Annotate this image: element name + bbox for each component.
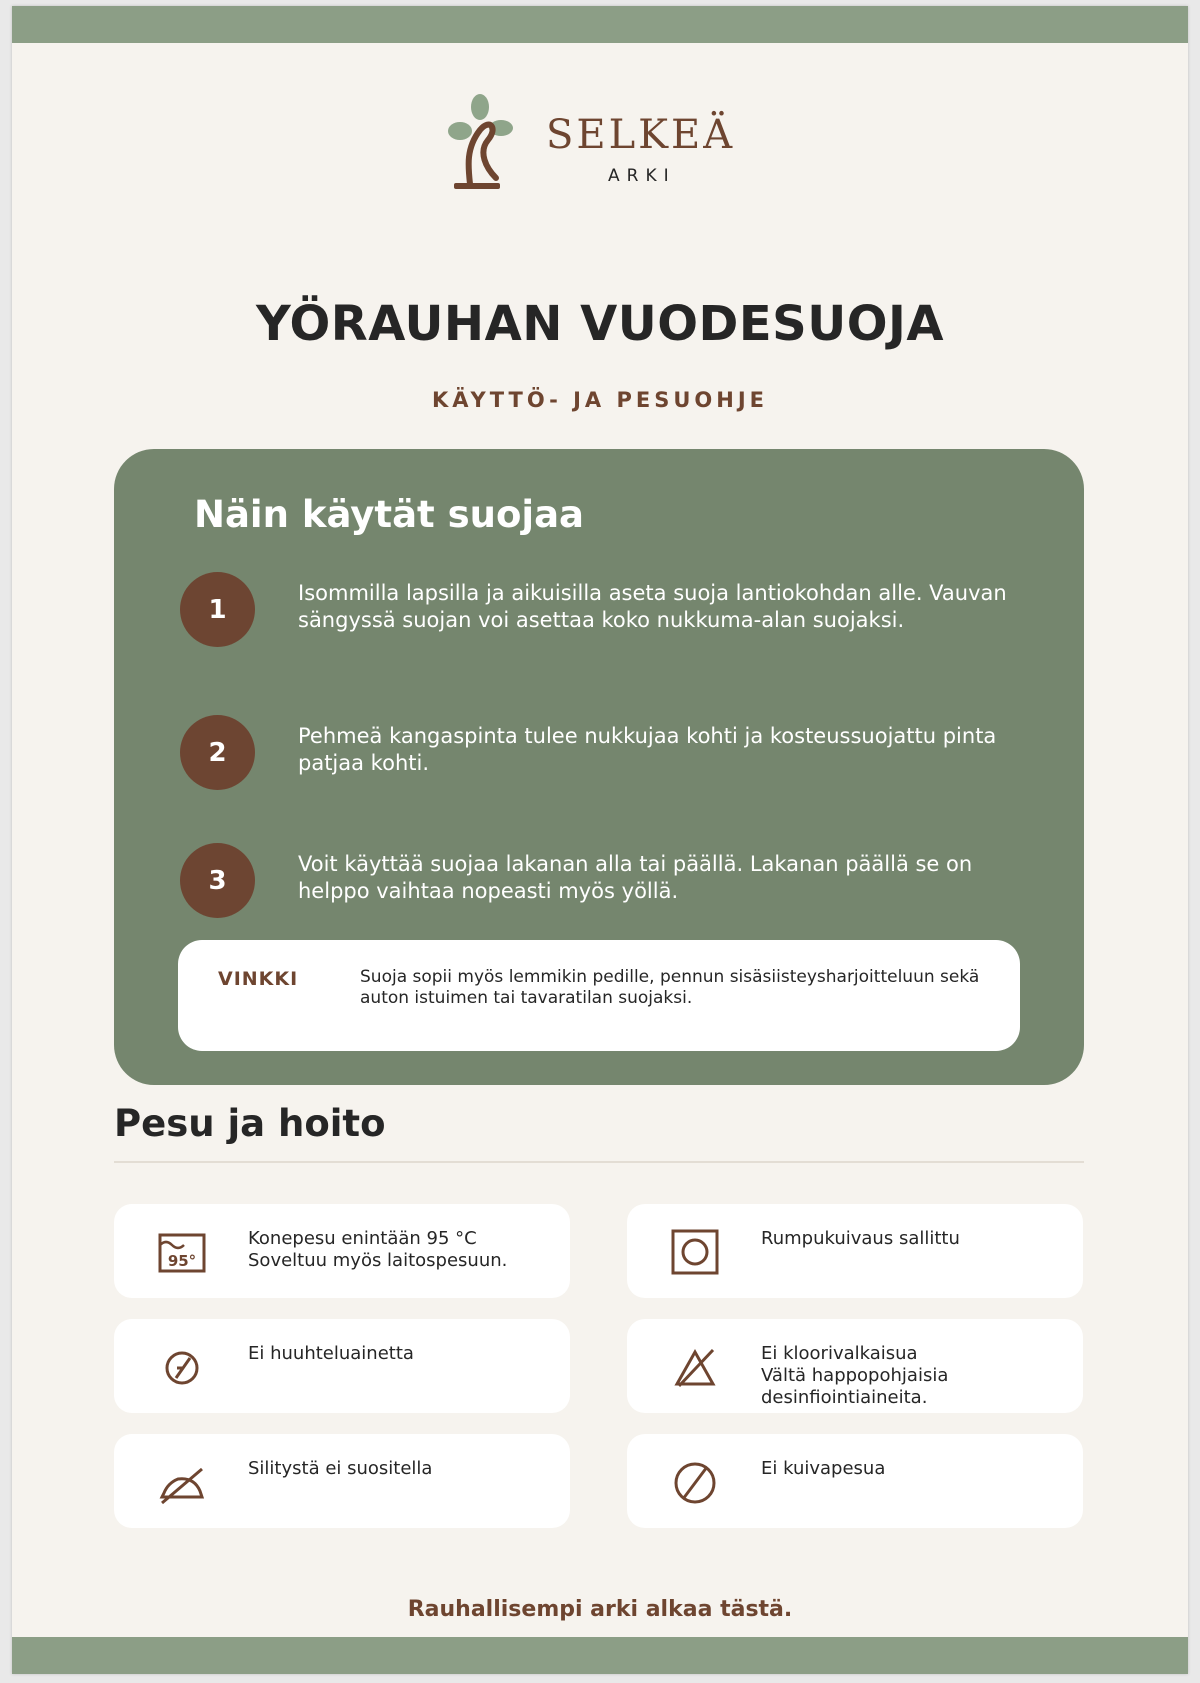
care-text: Rumpukuivaus sallittu [761,1228,960,1249]
step-number-badge: 1 [180,572,255,647]
care-card-ironing [114,1434,570,1528]
care-text: Ei kloorivalkaisua Vältä happopohjaisia desinfiointiaineita. [761,1343,949,1408]
care-card-softener [114,1319,570,1413]
page-subtitle: KÄYTTÖ- JA PESUOHJE [432,388,768,412]
care-title: Pesu ja hoito [114,1102,386,1145]
care-card-bleach [627,1319,1083,1413]
wash-temp-label: 95° [167,1252,197,1270]
tip-label: VINKKI [218,968,299,990]
step-text: Isommilla lapsilla ja aikuisilla aseta suoja lantiokohdan alle. Vauvan sängyssä suojan voi asettaa koko nukkuma-alan suojaksi. [298,581,1007,632]
no-ironing-icon [156,1459,208,1505]
care-text: Ei huuhteluainetta [248,1343,414,1364]
care-card-drycleaning [627,1434,1083,1528]
footer-tagline: Rauhallisempi arki alkaa tästä. [407,1597,793,1622]
top-band [12,6,1188,43]
care-text: Ei kuivapesua [761,1458,886,1479]
instruction-sheet [12,6,1188,1674]
care-card-wash [114,1204,570,1298]
section-divider [114,1161,1084,1163]
tip-box [178,940,1020,1051]
usage-title: Näin käytät suojaa [194,493,585,536]
step-number-badge: 3 [180,843,255,918]
tumble-dry-icon [669,1229,721,1275]
no-fabric-softener-icon [156,1344,208,1390]
no-dry-cleaning-icon [669,1459,721,1505]
page-title: YÖRAUHAN VUODESUOJA [255,296,945,352]
step-number-badge: 2 [180,715,255,790]
tip-text: Suoja sopii myös lemmikin pedille, pennun sisäsiisteysharjoitteluun sekä auton istuimen tai tavaratilan suojaksi. [360,967,980,1008]
care-text: Silitystä ei suositella [248,1458,433,1479]
brand-logo [446,88,746,198]
usage-panel [114,449,1084,1085]
brand-name: SELKEÄ [546,112,736,158]
care-card-tumble [627,1204,1083,1298]
step-text: Voit käyttää suojaa lakanan alla tai päällä. Lakanan päällä se on helppo vaihtaa nopeasti myös yöllä. [298,852,973,903]
brand-tagline: ARKI [608,166,676,186]
bottom-band [12,1637,1188,1674]
no-bleach-icon [669,1344,721,1390]
step-text: Pehmeä kangaspinta tulee nukkujaa kohti ja kosteussuojattu pinta patjaa kohti. [298,724,997,775]
care-text: Konepesu enintään 95 °C Soveltuu myös laitospesuun. [248,1228,508,1271]
tree-icon [446,88,526,193]
wash-95-icon [156,1229,208,1275]
